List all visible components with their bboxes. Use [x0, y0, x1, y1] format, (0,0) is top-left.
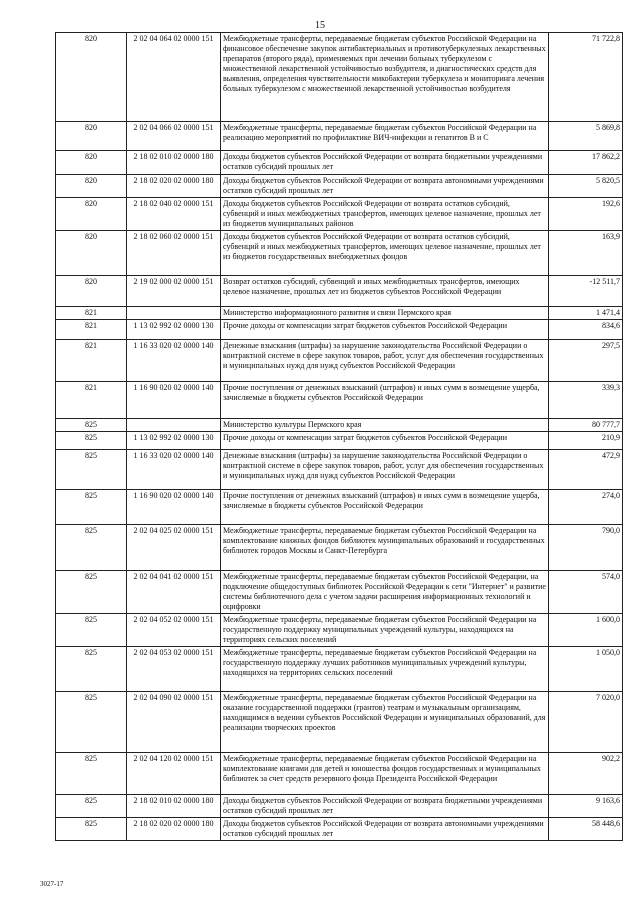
budget-code-cell: 2 18 02 020 02 0000 180	[127, 175, 221, 198]
budget-code-cell	[127, 419, 221, 432]
amount-cell: 1 471,4	[549, 307, 623, 320]
budget-code-cell: 2 19 02 000 02 0000 151	[127, 276, 221, 307]
table-row	[56, 795, 623, 818]
amount-cell: 834,6	[549, 320, 623, 340]
amount-cell: 80 777,7	[549, 419, 623, 432]
budget-code-cell: 2 02 04 025 02 0000 151	[127, 525, 221, 571]
revenue-name-cell: Министерство информационного развития и связи Пермского края	[221, 307, 549, 320]
table-row	[56, 33, 623, 122]
page-number: 15	[315, 20, 325, 31]
amount-cell: 902,2	[549, 753, 623, 795]
amount-cell: 192,6	[549, 198, 623, 231]
amount-cell: 5 869,8	[549, 122, 623, 151]
table-row	[56, 490, 623, 525]
table-row	[56, 276, 623, 307]
budget-code-cell: 1 16 90 020 02 0000 140	[127, 490, 221, 525]
budget-code-cell: 2 02 04 052 02 0000 151	[127, 614, 221, 647]
table-row	[56, 320, 623, 340]
revenue-name-cell: Возврат остатков субсидий, субвенций и иных межбюджетных трансфертов, имеющих целевое назначение, прошлых лет из бюджетов субъектов Российской Федерации	[221, 276, 549, 307]
revenue-name-cell: Межбюджетные трансферты, передаваемые бюджетам субъектов Российской Федерации на государственную поддержку лучших работников муниципальных учреждений культуры, находящихся на территориях сельских поселений	[221, 647, 549, 692]
amount-cell: 790,0	[549, 525, 623, 571]
table-row	[56, 571, 623, 614]
table-row	[56, 753, 623, 795]
budget-code-cell: 2 02 04 090 02 0000 151	[127, 692, 221, 753]
budget-code-cell: 2 18 02 010 02 0000 180	[127, 151, 221, 175]
table-row	[56, 231, 623, 276]
table-row	[56, 419, 623, 432]
admin-code-cell: 825	[56, 692, 127, 753]
revenue-name-cell: Доходы бюджетов субъектов Российской Федерации от возврата бюджетными учреждениями остатков субсидий прошлых лет	[221, 151, 549, 175]
revenue-name-cell: Доходы бюджетов субъектов Российской Федерации от возврата остатков субсидий, субвенций и иных межбюджетных трансфертов, имеющих целевое назначение, прошлых лет из бюджетов муниципальных районов	[221, 198, 549, 231]
admin-code-cell: 825	[56, 647, 127, 692]
budget-code-cell: 2 18 02 010 02 0000 180	[127, 795, 221, 818]
revenue-name-cell: Прочие поступления от денежных взысканий (штрафов) и иных сумм в возмещение ущерба, зачисляемые в бюджеты субъектов Российской Федерации	[221, 382, 549, 419]
admin-code-cell: 821	[56, 340, 127, 382]
table-row	[56, 340, 623, 382]
revenue-name-cell: Прочие поступления от денежных взысканий (штрафов) и иных сумм в возмещение ущерба, зачисляемые в бюджеты субъектов Российской Федерации	[221, 490, 549, 525]
revenue-name-cell: Доходы бюджетов субъектов Российской Федерации от возврата автономными учреждениями остатков субсидий прошлых лет	[221, 818, 549, 841]
revenue-name-cell: Прочие доходы от компенсации затрат бюджетов субъектов Российской Федерации	[221, 432, 549, 450]
budget-code-cell: 2 02 04 053 02 0000 151	[127, 647, 221, 692]
admin-code-cell: 821	[56, 307, 127, 320]
table-row	[56, 647, 623, 692]
table-row	[56, 450, 623, 490]
admin-code-cell: 820	[56, 175, 127, 198]
admin-code-cell: 820	[56, 33, 127, 122]
budget-code-cell: 2 02 04 064 02 0000 151	[127, 33, 221, 122]
table-row	[56, 614, 623, 647]
amount-cell: 297,5	[549, 340, 623, 382]
revenue-name-cell: Межбюджетные трансферты, передаваемые бюджетам субъектов Российской Федерации на оказание государственной поддержки (грантов) театрам и музыкальным организациям, находящимся в ведении субъектов Российской Федерации и муниципальных образований, для реализации творческих проектов	[221, 692, 549, 753]
budget-code-cell: 1 16 33 020 02 0000 140	[127, 340, 221, 382]
budget-code-cell: 2 18 02 040 02 0000 151	[127, 198, 221, 231]
revenue-name-cell: Доходы бюджетов субъектов Российской Федерации от возврата остатков субсидий, субвенций и иных межбюджетных трансфертов, имеющих целевое назначение, прошлых лет из бюджетов государственных внебюджетных фондов	[221, 231, 549, 276]
amount-cell: 339,3	[549, 382, 623, 419]
revenue-name-cell: Межбюджетные трансферты, передаваемые бюджетам субъектов Российской Федерации на государственную поддержку муниципальных учреждений культуры, находящихся на территориях сельских поселений	[221, 614, 549, 647]
revenue-name-cell: Доходы бюджетов субъектов Российской Федерации от возврата бюджетными учреждениями остатков субсидий прошлых лет	[221, 795, 549, 818]
table-row	[56, 432, 623, 450]
table-row	[56, 692, 623, 753]
document-footer-code: 3027-17	[40, 880, 64, 888]
budget-code-cell: 2 02 04 120 02 0000 151	[127, 753, 221, 795]
revenue-name-cell: Межбюджетные трансферты, передаваемые бюджетам субъектов Российской Федерации на реализацию мероприятий по профилактике ВИЧ-инфекции и гепатитов В и С	[221, 122, 549, 151]
admin-code-cell: 825	[56, 450, 127, 490]
amount-cell: 9 163,6	[549, 795, 623, 818]
amount-cell: 1 050,0	[549, 647, 623, 692]
amount-cell: 1 600,0	[549, 614, 623, 647]
budget-code-cell: 1 16 90 020 02 0000 140	[127, 382, 221, 419]
amount-cell: 574,0	[549, 571, 623, 614]
admin-code-cell: 820	[56, 276, 127, 307]
table-row	[56, 525, 623, 571]
admin-code-cell: 825	[56, 419, 127, 432]
table-row	[56, 122, 623, 151]
amount-cell: 17 862,2	[549, 151, 623, 175]
revenue-name-cell: Прочие доходы от компенсации затрат бюджетов субъектов Российской Федерации	[221, 320, 549, 340]
admin-code-cell: 825	[56, 571, 127, 614]
revenue-name-cell: Межбюджетные трансферты, передаваемые бюджетам субъектов Российской Федерации на финансовое обеспечение закупок антибактериальных и противотуберкулезных лекарственных препаратов (второго ряда), применяемых при лечении больных туберкулезом с множественной лекарственной устойчивостью возбудителя, и диагностических средств для выявления, определения чувствительности микобактерии туберкулеза и мониторинга лечения больных туберкулезом с множественной лекарственной устойчивостью возбудителя	[221, 33, 549, 122]
admin-code-cell: 821	[56, 320, 127, 340]
table-row	[56, 151, 623, 175]
budget-code-cell	[127, 307, 221, 320]
amount-cell: 5 820,5	[549, 175, 623, 198]
admin-code-cell: 820	[56, 122, 127, 151]
admin-code-cell: 820	[56, 231, 127, 276]
amount-cell: 210,9	[549, 432, 623, 450]
budget-code-cell: 2 02 04 066 02 0000 151	[127, 122, 221, 151]
admin-code-cell: 825	[56, 818, 127, 841]
admin-code-cell: 825	[56, 525, 127, 571]
budget-code-cell: 1 16 33 020 02 0000 140	[127, 450, 221, 490]
table-row	[56, 382, 623, 419]
amount-cell: -12 511,7	[549, 276, 623, 307]
table-row	[56, 175, 623, 198]
amount-cell: 163,9	[549, 231, 623, 276]
amount-cell: 58 448,6	[549, 818, 623, 841]
revenue-name-cell: Денежные взыскания (штрафы) за нарушение законодательства Российской Федерации о контрактной системе в сфере закупок товаров, работ, услуг для обеспечения государственных и муниципальных нужд для нужд субъектов Российской Федерации	[221, 450, 549, 490]
revenue-table	[55, 32, 623, 841]
admin-code-cell: 825	[56, 753, 127, 795]
revenue-name-cell: Межбюджетные трансферты, передаваемые бюджетам субъектов Российской Федерации на комплектование книжных фондов библиотек муниципальных образований и государственных библиотек городов Москвы и Санкт-Петербурга	[221, 525, 549, 571]
admin-code-cell: 825	[56, 614, 127, 647]
amount-cell: 274,0	[549, 490, 623, 525]
table-row	[56, 198, 623, 231]
revenue-name-cell: Межбюджетные трансферты, передаваемые бюджетам субъектов Российской Федерации, на подключение общедоступных библиотек Российской Федерации к сети "Интернет" и развитие системы библиотечного дела с учетом задачи расширения информационных технологий и оцифровки	[221, 571, 549, 614]
amount-cell: 7 020,0	[549, 692, 623, 753]
budget-code-cell: 2 18 02 060 02 0000 151	[127, 231, 221, 276]
admin-code-cell: 821	[56, 382, 127, 419]
table-row	[56, 818, 623, 841]
budget-code-cell: 2 02 04 041 02 0000 151	[127, 571, 221, 614]
revenue-table-body	[56, 33, 623, 841]
budget-code-cell: 1 13 02 992 02 0000 130	[127, 432, 221, 450]
admin-code-cell: 825	[56, 490, 127, 525]
revenue-name-cell: Министерство культуры Пермского края	[221, 419, 549, 432]
admin-code-cell: 825	[56, 432, 127, 450]
revenue-name-cell: Межбюджетные трансферты, передаваемые бюджетам субъектов Российской Федерации на комплектование книгами для детей и юношества фондов государственных и муниципальных библиотек за счет средств резервного фонда Президента Российской Федерации	[221, 753, 549, 795]
budget-code-cell: 1 13 02 992 02 0000 130	[127, 320, 221, 340]
admin-code-cell: 825	[56, 795, 127, 818]
table-row	[56, 307, 623, 320]
admin-code-cell: 820	[56, 151, 127, 175]
amount-cell: 71 722,8	[549, 33, 623, 122]
admin-code-cell: 820	[56, 198, 127, 231]
budget-code-cell: 2 18 02 020 02 0000 180	[127, 818, 221, 841]
amount-cell: 472,9	[549, 450, 623, 490]
revenue-name-cell: Денежные взыскания (штрафы) за нарушение законодательства Российской Федерации о контрактной системе в сфере закупок товаров, работ, услуг для обеспечения государственных и муниципальных нужд для нужд субъектов Российской Федерации	[221, 340, 549, 382]
revenue-name-cell: Доходы бюджетов субъектов Российской Федерации от возврата автономными учреждениями остатков субсидий прошлых лет	[221, 175, 549, 198]
